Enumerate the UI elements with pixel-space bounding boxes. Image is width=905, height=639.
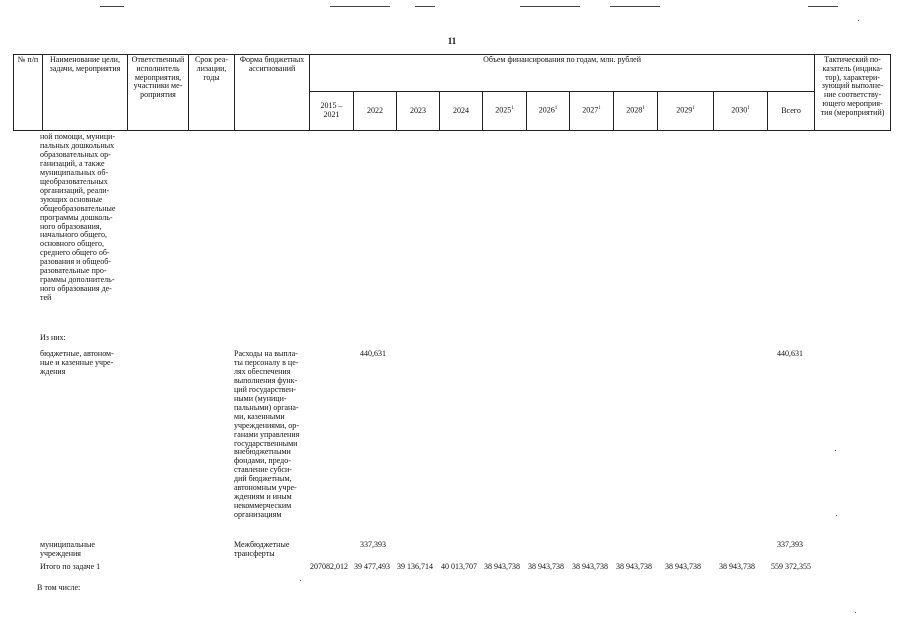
year-footnote: 1: [642, 106, 645, 112]
header-year: [483, 91, 527, 130]
text-line: ного образования,: [40, 221, 102, 231]
text-line: фондами, предо-: [234, 456, 291, 466]
header-no-text: № п/п: [17, 55, 39, 64]
year-label: 2024: [453, 105, 469, 115]
text-line: тей: [40, 293, 52, 303]
year-footnote: 1: [747, 106, 750, 112]
total-row-label: Итого по задаче 1: [40, 562, 101, 571]
text-line: ные и казенные учре-: [40, 357, 114, 367]
header-ind-line: ние соответству-: [823, 90, 882, 100]
year-footnote: 1: [554, 106, 558, 112]
header-form-line: ассигнований: [248, 63, 296, 73]
text-line: ты персоналу в це-: [234, 357, 299, 367]
header-year: [527, 91, 570, 130]
text-line: государственными: [234, 438, 298, 448]
including-label: В том числе:: [37, 583, 81, 592]
text-line: пальных дошкольных: [40, 140, 115, 150]
scan-speck: [300, 580, 301, 581]
text-line: организациям: [234, 510, 282, 520]
header-ind-line: тор), характери-: [825, 72, 880, 82]
year-label: 2022: [367, 105, 383, 115]
header-name-line: Наименование цели,: [50, 55, 120, 64]
header-year: [768, 91, 815, 130]
table-header: [13, 54, 891, 131]
text-line: муниципальные: [40, 540, 95, 549]
total-value: 38 943,738: [665, 562, 701, 571]
scan-speck: [836, 515, 837, 516]
year-label: 2026: [538, 105, 555, 115]
scan-artifact: [610, 6, 660, 7]
header-year: [570, 91, 614, 130]
total-value: 207082,012: [310, 562, 348, 571]
scan-speck: [835, 450, 836, 451]
year-label: 2028: [626, 105, 643, 115]
scan-artifact: [520, 6, 580, 7]
text-line: Расходы на выпла-: [234, 349, 298, 358]
text-line: учреждения: [40, 548, 81, 558]
text-line: разования и общеоб-: [40, 257, 111, 267]
text-line: ного образования де-: [40, 284, 112, 294]
text-line: лях обеспечения: [234, 366, 291, 376]
header-name-line: задачи, мероприятия: [49, 63, 121, 73]
text-line: ставление субси-: [234, 465, 292, 475]
text-line: основного общего,: [40, 239, 105, 249]
text-line: автономным учре-: [234, 483, 297, 493]
header-resp-line: Ответственный: [131, 55, 185, 64]
total-value: 39 136,714: [397, 562, 433, 571]
year-footnote: 1: [511, 106, 514, 112]
page-number: 11: [447, 36, 457, 46]
text-line: выполнения функ-: [234, 375, 298, 385]
text-line: образовательных ор-: [40, 149, 111, 159]
row1-value-total: 440,631: [777, 349, 803, 358]
header-term: [189, 55, 235, 131]
scan-artifact: [330, 6, 390, 7]
header-ind-line: казатель (индика-: [822, 63, 883, 73]
header-resp-line: роприятия: [140, 90, 176, 100]
row2-name: [40, 541, 95, 559]
year-label: 2030: [731, 105, 748, 115]
text-line: граммы дополнитель-: [40, 275, 115, 285]
text-line: ми, казенными: [234, 411, 285, 421]
text-line: среднего общего об-: [40, 248, 110, 258]
text-line: начального общего,: [40, 230, 108, 240]
total-value: 38 943,738: [484, 562, 520, 571]
header-term-line: годы: [203, 72, 220, 82]
header-year: [658, 91, 714, 130]
total-value: 38 943,738: [719, 562, 755, 571]
row1-value-2022: 440,631: [360, 349, 386, 358]
text-line: учреждениями, ор-: [234, 420, 299, 430]
header-year: [714, 91, 768, 130]
text-line: Межбюджетные: [234, 540, 290, 549]
header-resp-line: мероприятия,: [134, 72, 182, 82]
text-line: разовательные про-: [40, 266, 107, 276]
header-funding-text: Объем финансирования по годам, млн. рублей: [483, 55, 641, 64]
header-ind-line: тия (мероприятий): [820, 107, 885, 117]
year-label: 2025: [495, 105, 512, 115]
header-name: [43, 55, 128, 131]
text-line: некоммерческим: [234, 501, 292, 511]
year-label: 2029: [676, 105, 693, 115]
header-resp-line: исполнитель: [136, 63, 180, 73]
text-line: ными (муници-: [234, 393, 287, 403]
text-line: ганами управления: [234, 429, 300, 439]
text-line: зующих основные: [40, 194, 103, 204]
header-term-line: лизации,: [196, 63, 227, 73]
row2-form: [234, 541, 289, 559]
task-continuation: [40, 133, 115, 303]
year-label: 2015 – 2021: [320, 101, 343, 119]
text-line: бюджетные, автоном-: [40, 349, 114, 358]
text-line: ждения: [40, 366, 66, 376]
row2-value-total: 337,393: [777, 540, 803, 549]
total-value: 40 013,707: [441, 562, 477, 571]
text-line: пальными) органа-: [234, 402, 299, 412]
year-footnote: 1: [598, 106, 601, 112]
text-line: трансферты: [234, 548, 275, 558]
year-footnote: 1: [692, 106, 695, 112]
row1-name: [40, 350, 114, 377]
text-line: программы дошколь-: [40, 212, 113, 222]
text-line: ций государствен-: [234, 384, 296, 394]
scan-speck: [855, 612, 856, 613]
text-line: ганизаций, а также: [40, 158, 105, 168]
header-ind-line: зующий выполне-: [821, 81, 884, 91]
total-value: 38 943,738: [616, 562, 652, 571]
text-line: внебюджетными: [234, 447, 291, 457]
header-year: [354, 91, 397, 130]
header-year: [440, 91, 483, 130]
total-value: 38 943,738: [528, 562, 564, 571]
scan-artifact: [808, 6, 838, 7]
text-line: ждениям и иным: [234, 492, 292, 502]
header-ind-line: ющего мероприя-: [822, 98, 883, 108]
header-form-line: Форма бюджетных: [239, 55, 305, 64]
total-value: 38 943,738: [572, 562, 608, 571]
text-line: общеобразовательные: [40, 203, 116, 213]
header-resp-line: участники ме-: [133, 81, 183, 91]
row2-value-2022: 337,393: [360, 540, 386, 549]
header-funding: [310, 55, 815, 92]
header-year: [310, 91, 354, 130]
total-value: 39 477,493: [354, 562, 390, 571]
scan-artifact: [100, 6, 124, 7]
scan-artifact: [415, 6, 435, 7]
text-line: муниципальных об-: [40, 167, 109, 177]
total-value: 559 372,355: [771, 562, 811, 571]
year-label: Всего: [781, 105, 801, 115]
text-line: дий бюджетным,: [234, 474, 292, 484]
of-which-label: Из них:: [40, 333, 66, 342]
header-ind-line: Тактический по-: [824, 55, 881, 64]
year-label: 2023: [410, 105, 426, 115]
header-responsible: [128, 55, 189, 131]
header-year: [397, 91, 440, 130]
header-year: [614, 91, 658, 130]
year-label: 2027: [582, 105, 599, 115]
scan-speck: [858, 20, 859, 21]
text-line: организаций, реали-: [40, 185, 110, 195]
header-term-line: Срок реа-: [194, 55, 229, 64]
header-no: [14, 55, 43, 131]
row1-form: [234, 350, 299, 520]
header-indicator: [815, 55, 891, 131]
text-line: щеобразовательных: [40, 176, 108, 186]
header-form: [235, 55, 310, 131]
text-line: ной помощи, муници-: [40, 132, 116, 141]
